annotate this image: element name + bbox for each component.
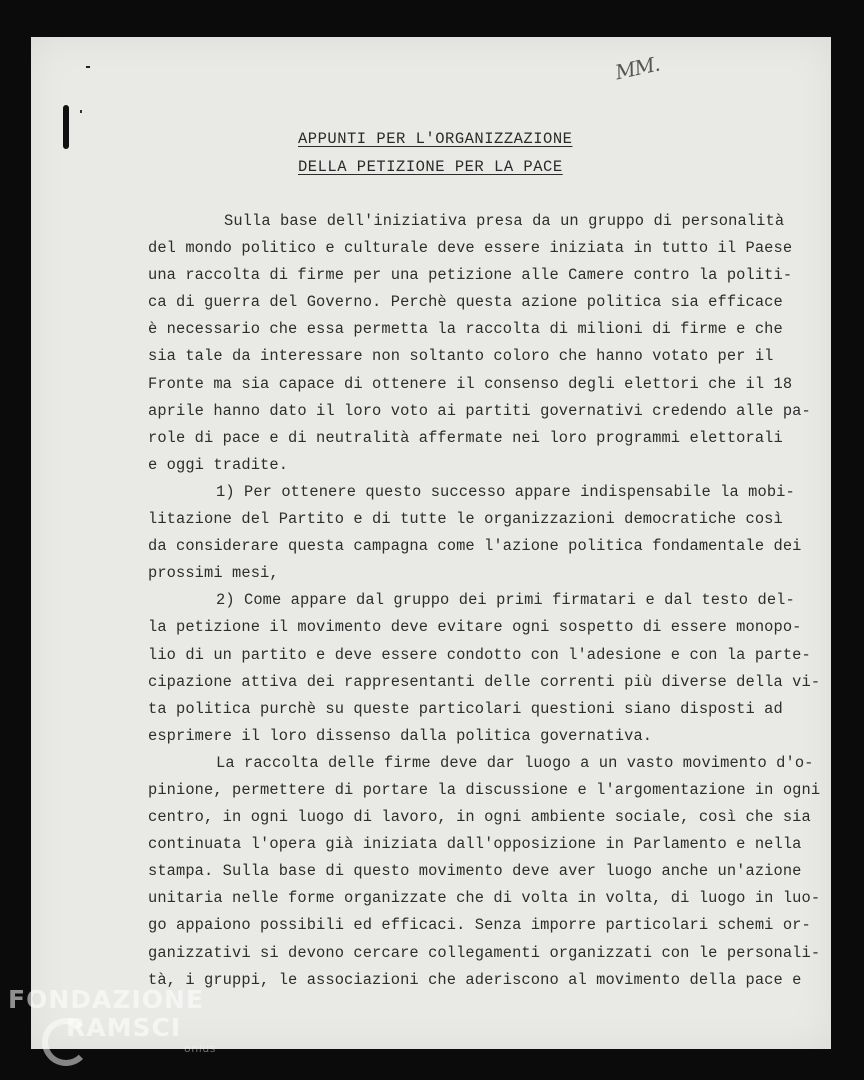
text-line: cipazione attiva dei rappresentanti delle correnti più diverse della vi- xyxy=(148,672,821,691)
text-line: e oggi tradite. xyxy=(148,455,289,474)
text-line: stampa. Sulla base di questo movimento deve aver luogo anche un'azione xyxy=(148,862,802,881)
watermark-logo xyxy=(8,985,268,1055)
text-line: 1) Per ottenere questo successo appare indispensabile la mobi- xyxy=(216,482,795,501)
text-line: ca di guerra del Governo. Perchè questa azione politica sia efficace xyxy=(148,293,783,312)
text-line: una raccolta di firme per una petizione alle Camere contro la politi- xyxy=(148,266,793,285)
watermark-line-3: onlus xyxy=(184,1042,216,1055)
document-title-line-1: APPUNTI PER L'ORGANIZZAZIONE xyxy=(298,130,573,148)
text-line: da considerare questa campagna come l'azione politica fondamentale dei xyxy=(148,537,802,556)
text-line: centro, in ogni luogo di lavoro, in ogni ambiente sociale, così che sia xyxy=(148,808,811,827)
text-line: litazione del Partito e di tutte le organizzazioni democratiche così xyxy=(148,510,783,529)
text-line: aprile hanno dato il loro voto ai partiti governativi credendo alle pa- xyxy=(148,401,811,420)
text-line: la petizione il movimento deve evitare ogni sospetto di essere monopo- xyxy=(148,618,802,637)
handwritten-annotation: MM. xyxy=(612,51,662,85)
text-line: ganizzativi si devono cercare collegamenti organizzati con le personali- xyxy=(148,943,821,962)
text-line: ta politica purchè su queste particolari questioni siano disposti ad xyxy=(148,699,783,718)
text-line: tà, i gruppi, le associazioni che aderiscono al movimento della pace e xyxy=(148,970,802,989)
text-line: unitaria nelle forme organizzate che di volta in volta, di luogo in luo- xyxy=(148,889,821,908)
watermark-line-1: FONDAZIONE xyxy=(8,985,205,1014)
punch-hole-mark xyxy=(63,105,69,149)
text-line: sia tale da interessare non soltanto coloro che hanno votato per il xyxy=(148,347,774,366)
text-line: è necessario che essa permetta la raccolta di milioni di firme e che xyxy=(148,320,783,339)
text-line: continuata l'opera già iniziata dall'opposizione in Parlamento e nella xyxy=(148,835,802,854)
watermark-line-2: RAMSCI xyxy=(66,1013,182,1042)
text-line: Fronte ma sia capace di ottenere il consenso degli elettori che il 18 xyxy=(148,374,793,393)
text-line: role di pace e di neutralità affermate nei loro programmi elettorali xyxy=(148,428,783,447)
document-title-line-2: DELLA PETIZIONE PER LA PACE xyxy=(298,158,563,176)
text-line: esprimere il loro dissenso dalla politica governativa. xyxy=(148,726,653,745)
text-line: go appaiono possibili ed efficaci. Senza imporre particolari schemi or- xyxy=(148,916,811,935)
text-line: 2) Come appare dal gruppo dei primi firmatari e dal testo del- xyxy=(216,591,795,610)
document-body xyxy=(148,208,824,994)
text-line: prossimi mesi, xyxy=(148,564,279,583)
text-line: lio di un partito e deve essere condotto con l'adesione e con la parte- xyxy=(148,645,811,664)
ink-speck xyxy=(86,66,90,68)
text-line: del mondo politico e culturale deve essere iniziata in tutto il Paese xyxy=(148,239,793,258)
text-line: Sulla base dell'iniziativa presa da un gruppo di personalità xyxy=(224,212,785,230)
ink-speck xyxy=(80,110,82,113)
watermark-g-icon xyxy=(42,1018,90,1066)
text-line: La raccolta delle firme deve dar luogo a un vasto movimento d'o- xyxy=(216,753,814,772)
text-line: pinione, permettere di portare la discussione e l'argomentazione in ogni xyxy=(148,780,821,799)
